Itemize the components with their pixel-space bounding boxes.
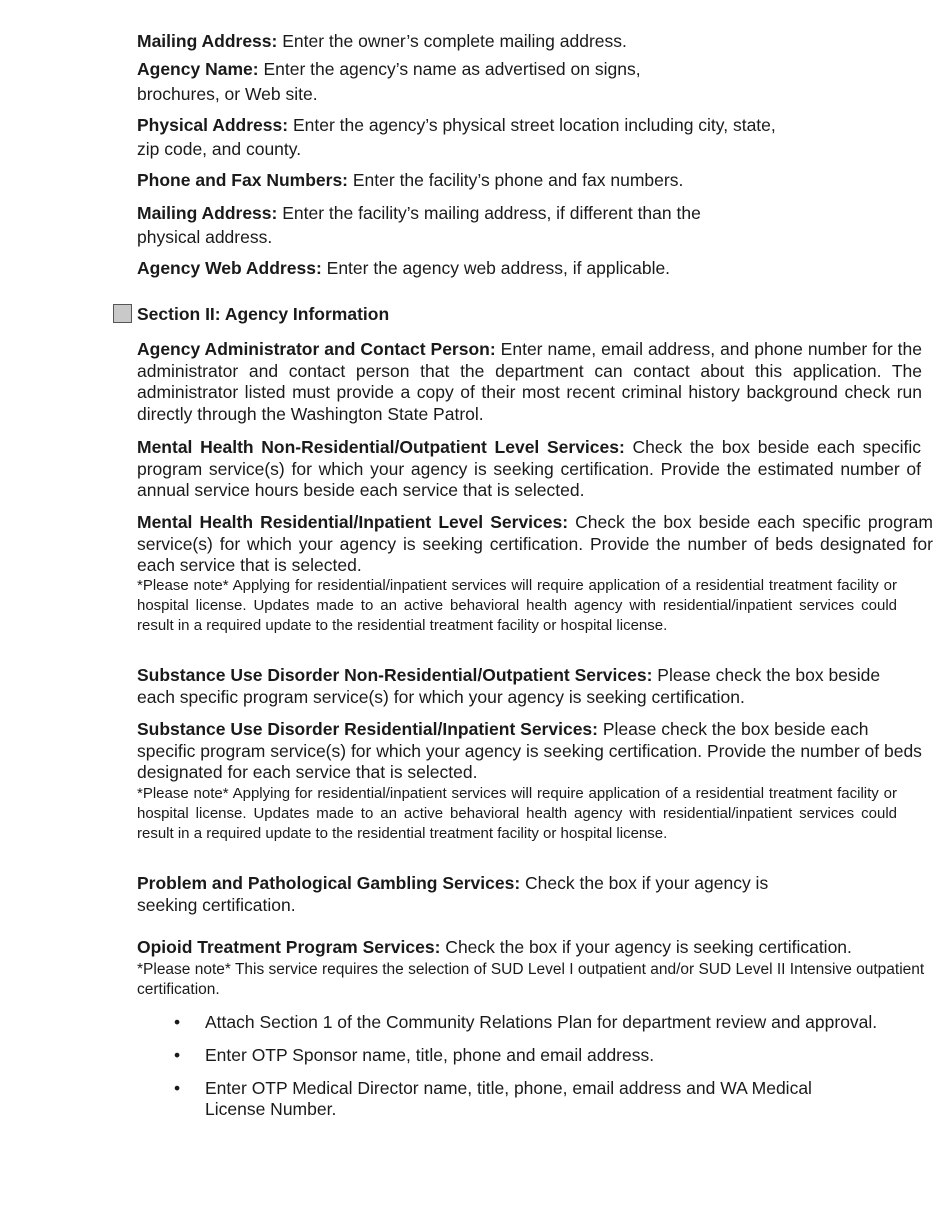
gambling-label: Problem and Pathological Gambling Services: [137, 873, 521, 893]
bullet-icon: • [174, 1012, 181, 1032]
otp-bullet-item: Enter OTP Medical Director name, title, phone, email address and WA Medical License Number. [205, 1078, 812, 1119]
physical-address-label: Physical Address: [137, 115, 289, 135]
section-heading: Section II: Agency Information [137, 304, 390, 324]
mh-residential-note: *Please note* Applying for residential/inpatient services will require application of a residential treatment facility or hospital license. Updates made to an active behavioral health agency with residential/inpatient services could result in a required update to the residential treatment facility or hospital license. [137, 577, 897, 634]
owner-mailing-address-instruction [137, 30, 837, 53]
otp-bullet-item: Attach Section 1 of the Community Relations Plan for department review and approval. [205, 1012, 878, 1032]
owner-mailing-address-text: Enter the owner’s complete mailing address. [277, 31, 627, 51]
facility-mailing-address-label: Mailing Address: [137, 203, 278, 223]
otp-instruction [137, 937, 937, 959]
owner-mailing-address-label: Mailing Address: [137, 31, 278, 51]
mh-outpatient-instruction [137, 437, 921, 502]
facility-mailing-address-instruction [137, 201, 747, 249]
physical-address-instruction [137, 113, 777, 161]
gambling-instruction [137, 873, 827, 916]
phone-fax-text: Enter the facility’s phone and fax numbers. [348, 170, 684, 190]
agency-name-label: Agency Name: [137, 59, 259, 79]
phone-fax-instruction [137, 169, 837, 192]
otp-note: *Please note* This service requires the selection of SUD Level I outpatient and/or SUD Level II Intensive outpatient certification. [137, 961, 925, 998]
mh-residential-label: Mental Health Residential/Inpatient Level Services: [137, 512, 569, 532]
agency-name-text: Enter the agency’s name as advertised on signs, brochures, or Web site. [137, 59, 641, 104]
otp-text: Check the box if your agency is seeking certification. [440, 937, 852, 957]
phone-fax-label: Phone and Fax Numbers: [137, 170, 349, 190]
mh-residential-instruction [137, 512, 933, 577]
bullet-icon: • [174, 1078, 181, 1098]
mh-outpatient-text: Check the box beside each specific program service(s) for which your agency is seeking certification. Provide the estimated number of annual service hours beside each service that is selected. [137, 437, 921, 500]
admin-contact-text: Enter name, email address, and phone number for the administrator and contact person that the department can contact about this application. The administrator listed must provide a copy of their most recent criminal history background check run directly through the Washington State Patrol. [137, 339, 922, 424]
web-address-text: Enter the agency web address, if applicable. [321, 258, 671, 278]
gambling-text: Check the box if your agency is seeking certification. [137, 873, 769, 915]
admin-contact-label: Agency Administrator and Contact Person: [137, 339, 496, 359]
sud-residential-note: *Please note* Applying for residential/inpatient services will require application of a residential treatment facility or hospital license. Updates made to an active behavioral health agency with residential/inpatient services could result in a required update to the residential treatment facility or hospital license. [137, 785, 897, 842]
otp-label: Opioid Treatment Program Services: [137, 937, 441, 957]
bullet-icon: • [174, 1045, 181, 1065]
section-marker-checkbox[interactable] [113, 304, 132, 323]
mh-residential-text: Check the box beside each specific program service(s) for which your agency is seeking certification. Provide the number of beds designated for each service that is selected. [137, 512, 933, 575]
sud-outpatient-label: Substance Use Disorder Non-Residential/Outpatient Services: [137, 665, 653, 685]
web-address-label: Agency Web Address: [137, 258, 322, 278]
sud-outpatient-instruction [137, 665, 897, 708]
physical-address-text: Enter the agency’s physical street location including city, state, zip code, and county. [137, 115, 776, 159]
otp-bullet-item: Enter OTP Sponsor name, title, phone and email address. [205, 1045, 655, 1065]
sud-residential-text: Please check the box beside each specific program service(s) for which your agency is seeking certification. Provide the number of beds designated for each service that is selected. [137, 719, 922, 782]
web-address-instruction [137, 257, 837, 280]
mh-outpatient-label: Mental Health Non-Residential/Outpatient Level Services: [137, 437, 625, 457]
admin-contact-instruction [137, 339, 922, 425]
sud-outpatient-text: Please check the box beside each specific program service(s) for which your agency is seeking certification. [137, 665, 881, 707]
agency-name-instruction [137, 57, 682, 107]
sud-residential-instruction [137, 719, 922, 784]
facility-mailing-address-text: Enter the facility’s mailing address, if different than the physical address. [137, 203, 701, 247]
sud-residential-label: Substance Use Disorder Residential/Inpatient Services: [137, 719, 598, 739]
